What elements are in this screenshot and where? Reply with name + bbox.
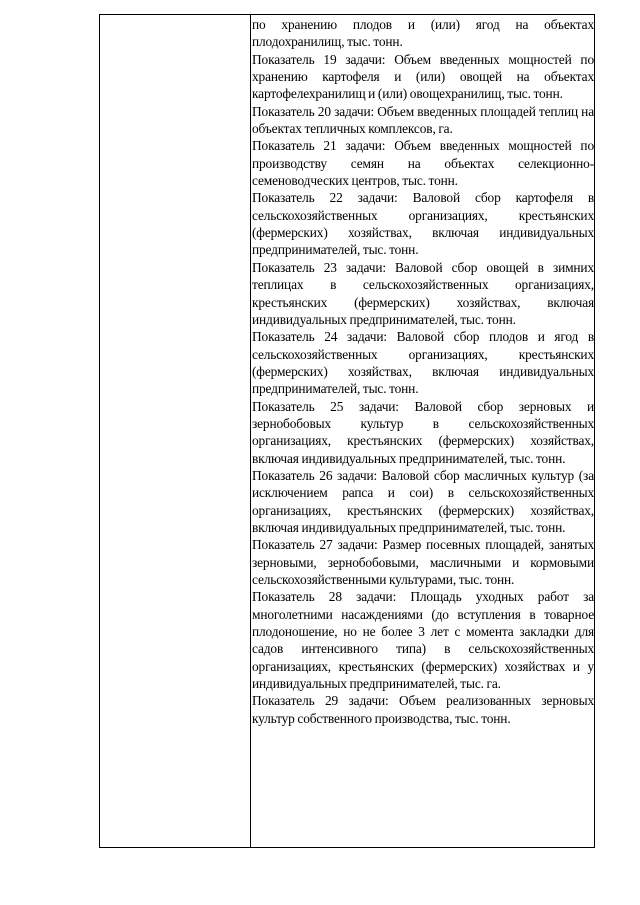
paragraph-indicator-19: Показатель 19 задачи: Объем введенных мощностей по хранению картофеля и (или) овощей на объектах картофелехранилищ и (или) овощехранилищ, тыс. тонн. [252, 51, 594, 102]
paragraph-indicator-25: Показатель 25 задачи: Валовой сбор зерновых и зернобобовых культур в сельскохозяйственных организациях, крестьянских (фермерских) хозяйствах, включая индивидуальных предпринимателей, тыс. тонн. [252, 398, 594, 466]
paragraph-indicator-27: Показатель 27 задачи: Размер посевных площадей, занятых зерновыми, зернобобовыми, масличными и кормовыми сельскохозяйственными культурами, тыс. тонн. [252, 537, 594, 587]
paragraph-indicator-21: Показатель 21 задачи: Объем введенных мощностей по производству семян на объектах селекционно-семеноводческих центров, тыс. тонн. [252, 138, 594, 189]
document-table [99, 14, 595, 848]
paragraph-indicator-24: Показатель 24 задачи: Валовой сбор плодов и ягод в сельскохозяйственных организациях, крестьянских (фермерских) хозяйствах, включая индивидуальных предпринимателей, тыс. тонн. [252, 329, 594, 397]
paragraph-indicator-22: Показатель 22 задачи: Валовой сбор картофеля в сельскохозяйственных организациях, крестьянских (фермерских) хозяйствах, включая индивидуальных предпринимателей, тыс. тонн. [252, 190, 594, 258]
table-right-column [251, 15, 594, 847]
paragraph-indicator-18-continued: по хранению плодов и (или) ягод на объектах плодохранилищ, тыс. тонн. [252, 17, 594, 50]
paragraph-indicator-29: Показатель 29 задачи: Объем реализованных зерновых культур собственного производства, тыс. тонн. [252, 693, 594, 726]
paragraph-indicator-23: Показатель 23 задачи: Валовой сбор овощей в зимних теплицах в сельскохозяйственных организациях, крестьянских (фермерских) хозяйствах, включая индивидуальных предпринимателей, тыс. тонн. [252, 259, 594, 327]
paragraph-indicator-26: Показатель 26 задачи: Валовой сбор масличных культур (за исключением рапса и сои) в сельскохозяйственных организациях, крестьянских (фермерских) хозяйствах, включая индивидуальных предпринимателей, тыс. тонн. [252, 467, 594, 535]
table-left-column [100, 15, 251, 847]
paragraph-indicator-20: Показатель 20 задачи: Объем введенных площадей теплиц на объектах тепличных комплексов, га. [252, 103, 594, 137]
paragraph-indicator-28: Показатель 28 задачи: Площадь уходных работ за многолетними насаждениями (до вступления в товарное плодоношение, но не более 3 лет с момента закладки для садов интенсивного типа) в сельскохозяйственных организациях, крестьянских (фермерских) хозяйствах и у индивидуальных предпринимателей, тыс. га. [252, 589, 594, 692]
